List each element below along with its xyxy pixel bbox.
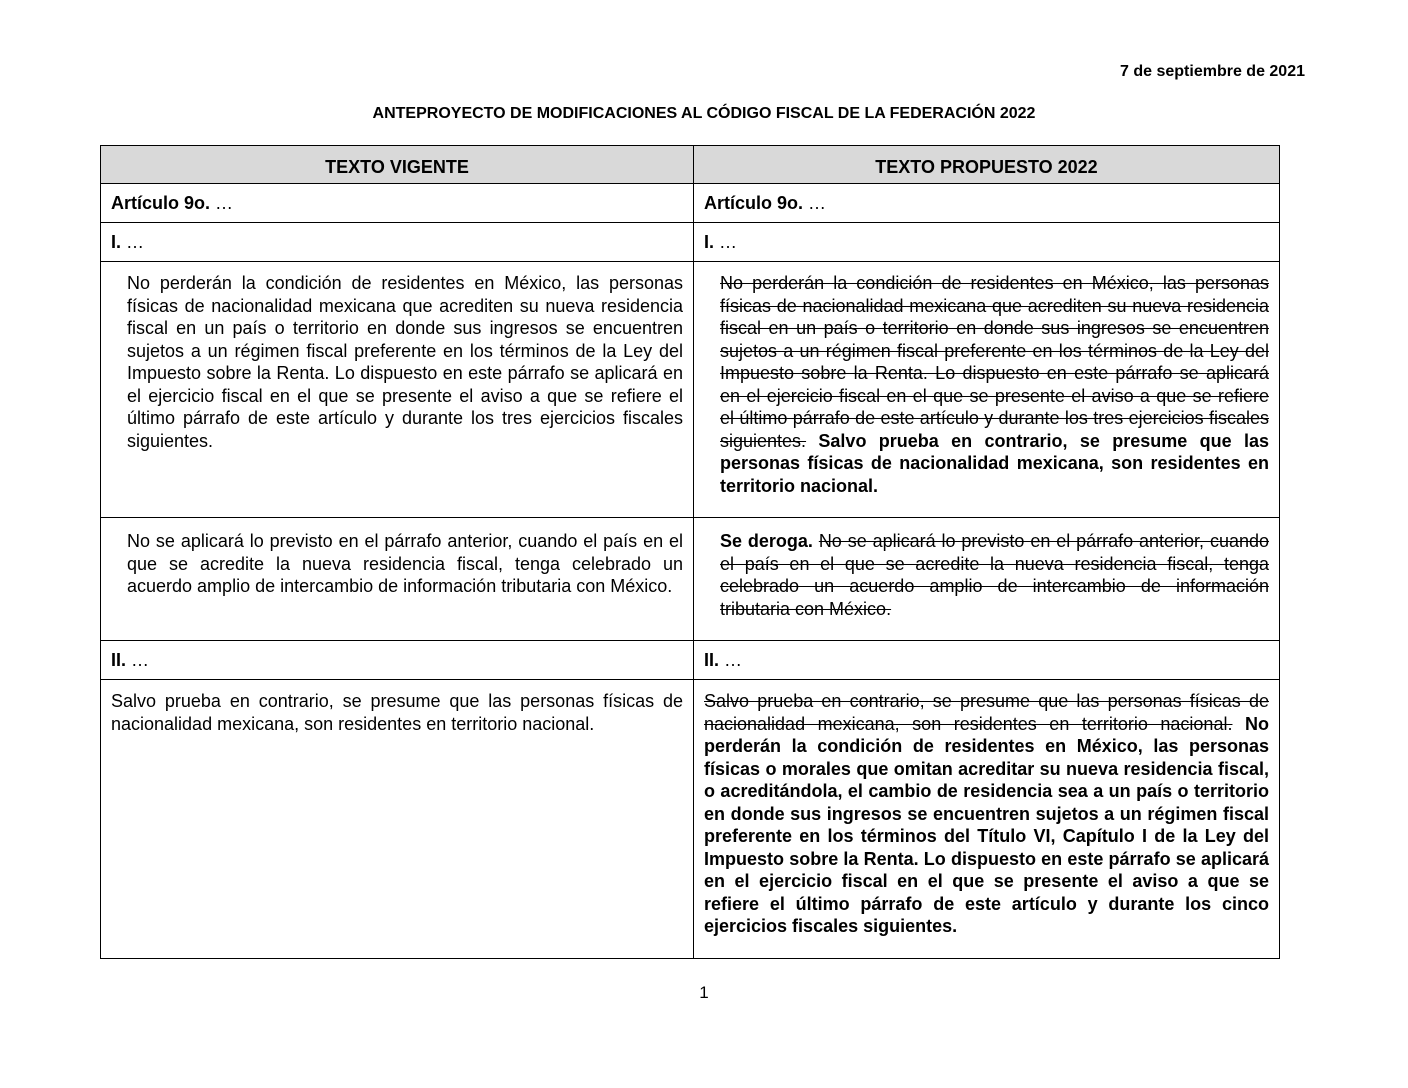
struck-text: No perderán la condición de residentes en México, las personas físicas de nacionalidad mexicana que acrediten su nueva residencia fiscal en un país o territorio en donde sus ingresos se encuentren sujetos a un régimen fiscal preferente en los términos de la Ley del Impuesto sobre la Renta. Lo dispuesto en este párrafo se aplicará en el ejercicio fiscal en el que se presente el aviso a que se refiere el último párrafo de este artículo y durante los tres ejercicios fiscales siguientes. (720, 273, 1269, 451)
ellipsis-text: … (719, 650, 743, 670)
paragraph-text: No perderán la condición de residentes en México, las personas físicas de nacionalidad mexicana que acrediten su nueva residencia fiscal en un país o territorio en donde sus ingresos se encuentren sujetos a un régimen fiscal preferente en los términos de la Ley del Impuesto sobre la Renta. Lo dispuesto en este párrafo se aplicará en el ejercicio fiscal en el que se presente el aviso a que se refiere el último párrafo de este artículo y durante los tres ejercicios fiscales siguientes. (127, 273, 683, 451)
document-date: 7 de septiembre de 2021 (1120, 63, 1305, 80)
paragraph-text (704, 690, 1269, 938)
fraction-label: I. (111, 232, 122, 252)
cell-paragraph-3-current (101, 680, 694, 959)
ellipsis-text: … (121, 232, 145, 252)
paragraph-text (704, 530, 1269, 620)
column-header-current-text: TEXTO VIGENTE (101, 146, 694, 184)
ellipsis-text: … (803, 193, 827, 213)
ellipsis-text: … (210, 193, 234, 213)
column-header-proposed-text: TEXTO PROPUESTO 2022 (694, 146, 1280, 184)
table-row-paragraph-1 (101, 262, 1280, 518)
table-row-paragraph-2 (101, 518, 1280, 641)
paragraph-text: No se aplicará lo previsto en el párrafo anterior, cuando el país en el que se acredite la nueva residencia fiscal, tenga celebrado un acuerdo amplio de intercambio de información tributaria con México. (127, 531, 683, 596)
cell-fraction-i-proposed (694, 223, 1280, 262)
table-row-paragraph-3 (101, 680, 1280, 959)
struck-text: Salvo prueba en contrario, se presume que las personas físicas de nacionalidad mexicana, son residentes en territorio nacional. (704, 691, 1269, 734)
cell-article-proposed (694, 184, 1280, 223)
added-text: Salvo prueba en contrario, se presume que las personas físicas de nacionalidad mexicana, son residentes en territorio nacional. (720, 430, 1269, 496)
cell-paragraph-2-proposed (694, 518, 1280, 641)
ellipsis-text: … (714, 232, 738, 252)
fraction-label: I. (704, 232, 715, 252)
table-row-fraction-i (101, 223, 1280, 262)
ellipsis-text: … (126, 650, 150, 670)
cell-paragraph-2-current (101, 518, 694, 641)
document-title: ANTEPROYECTO DE MODIFICACIONES AL CÓDIGO FISCAL DE LA FEDERACIÓN 2022 (372, 105, 1036, 122)
cell-paragraph-1-proposed (694, 262, 1280, 518)
table-header-row (101, 146, 1280, 184)
cell-paragraph-1-current (101, 262, 694, 518)
article-label: Artículo 9o. (704, 193, 804, 213)
cell-fraction-ii-current (101, 641, 694, 680)
comparison-table (100, 145, 1280, 959)
page-number: 1 (699, 983, 709, 1002)
fraction-label: II. (111, 650, 127, 670)
added-text: Se deroga. (720, 531, 813, 551)
struck-text: No se aplicará lo previsto en el párrafo anterior, cuando el país en el que se acredite la nueva residencia fiscal, tenga celebrado un acuerdo amplio de intercambio de información tributaria con México. (720, 531, 1269, 619)
cell-article-current (101, 184, 694, 223)
paragraph-text (704, 272, 1269, 497)
table-row-article (101, 184, 1280, 223)
cell-fraction-i-current (101, 223, 694, 262)
added-text: No perderán la condición de residentes en México, las personas físicas o morales que omitan acreditar su nueva residencia fiscal, o acreditándola, el cambio de residencia sea a un país o territorio en donde sus ingresos se encuentren sujetos a un régimen fiscal preferente en los términos del Título VI, Capítulo I de la Ley del Impuesto sobre la Renta. Lo dispuesto en este párrafo se aplicará en el ejercicio fiscal en el que se presente el aviso a que se refiere el último párrafo de este artículo y durante los cinco ejercicios fiscales siguientes. (704, 713, 1269, 936)
fraction-label: II. (704, 650, 720, 670)
table-row-fraction-ii (101, 641, 1280, 680)
article-label: Artículo 9o. (111, 193, 211, 213)
cell-paragraph-3-proposed (694, 680, 1280, 959)
cell-fraction-ii-proposed (694, 641, 1280, 680)
paragraph-text: Salvo prueba en contrario, se presume que las personas físicas de nacionalidad mexicana, son residentes en territorio nacional. (111, 691, 683, 734)
